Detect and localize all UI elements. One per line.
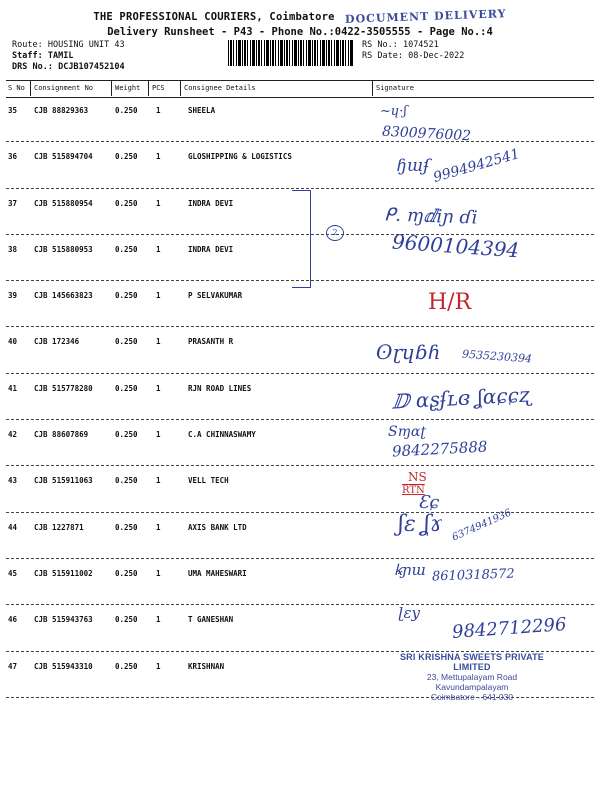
cell-pcs: 1 [156,106,161,115]
cell-sno: 41 [8,383,18,393]
handwritten-phone: 8610318572 [431,566,515,585]
cell-pcs: 1 [156,661,161,671]
cell-consignment: CJB 515894704 [34,152,93,162]
cell-weight: 0.250 [115,661,138,671]
handwritten-phone: 9994942541 [431,146,522,186]
company-title: THE PROFESSIONAL COURIERS, Coimbatore [93,11,335,23]
runsheet-title [0,7,600,26]
cell-weight: 0.250 [115,568,138,578]
cell-consignment: CJB 515778280 [34,383,93,393]
signature-initials: ~ɥ·ʃ [380,104,407,119]
drs-line [12,62,125,72]
handwritten-phone: 9842712296 [451,614,568,643]
cell-weight: 0.250 [115,244,138,254]
signature-scribble: ꝃɲɯ [394,561,426,579]
cell-pcs: 1 [156,152,161,162]
signature-scribble: Sɱɑʈ [388,424,426,440]
cell-sno: 44 [8,522,18,532]
cell-consignment: CJB 515880953 [34,244,93,254]
rs-no-value: 1074521 [402,40,439,50]
cell-consignment: CJB 515943763 [34,615,93,625]
drs-value: DCJB107452104 [58,62,125,72]
handwritten-phone: 9535230394 [461,347,533,366]
cell-pcs: 1 [156,383,161,393]
col-consignee: Consignee Details [184,84,256,92]
handwritten-phone: 6374941936 [450,507,514,544]
staff-label: Staff: [12,51,43,61]
cell-pcs: 1 [156,244,161,254]
company-stamp [382,652,562,702]
cell-consignee: GLOSHIPPING & LOGISTICS [188,152,292,162]
rs-no-label: RS No.: [362,40,398,50]
cell-sno: 38 [8,244,18,254]
cell-sno: 40 [8,337,18,347]
cell-consignee: T GANESHAN [188,615,234,625]
cell-weight: 0.250 [115,383,138,393]
document-delivery-stamp: DOCUMENT DELIVERY [344,7,507,26]
cell-sno: 45 [8,568,18,578]
route-value: HOUSING UNIT 43 [47,40,125,50]
cell-pcs: 1 [156,291,161,301]
table-row [6,281,594,327]
cell-weight: 0.250 [115,337,138,347]
cell-weight: 0.250 [115,106,138,115]
cell-consignee: INDRA DEVI [188,198,234,208]
signature-scribble: ɭɛy [398,604,420,622]
table-row [6,96,594,142]
cell-consignee: UMA MAHESWARI [188,568,247,578]
cell-consignment: CJB 172346 [34,337,80,347]
rs-date-label: RS Date: [362,51,403,61]
signature-scribble: ʃɛ ʆɤ [398,512,443,537]
cell-pcs: 1 [156,198,161,208]
cell-sno: 36 [8,152,18,162]
barcode [228,40,354,66]
cell-consignee: KRISHNAN [188,661,225,671]
cell-sno: 47 [8,661,18,671]
cell-weight: 0.250 [115,291,138,301]
cell-consignee: P SELVAKUMAR [188,291,243,301]
cell-pcs: 1 [156,337,161,347]
rs-no-line [362,40,439,50]
cell-consignment: CJB 145663823 [34,291,93,301]
staff-value: TAMIL [47,51,74,61]
cell-sno: 39 [8,291,18,301]
signature-scribble: ʘɽɥɓɦ [376,340,441,364]
col-pcs: PCS [152,84,165,92]
handwritten-note: H/R [428,290,472,315]
cell-consignment: CJB 1227871 [34,522,84,532]
signature-scribble: ᑭ. ɱⅆiɲ ɗi [383,204,478,229]
cell-sno: 35 [8,106,18,115]
cell-consignee: C.A CHINNASWAMY [188,430,256,440]
cell-weight: 0.250 [115,476,138,486]
handwritten-phone: 9842275888 [391,437,488,461]
cell-consignment: CJB 515880954 [34,198,93,208]
staff-line [12,51,73,61]
stamp-address-line: 23, Mettupalayam Road [426,672,518,682]
cell-weight: 0.250 [115,430,138,440]
handwritten-note: NS [408,470,427,484]
cell-consignee: VELL TECH [188,476,229,486]
signature-scribble: Ɛɕ [418,492,440,513]
col-divider [372,80,373,96]
rs-date-value: 08-Dec-2022 [408,51,465,61]
cell-sno: 42 [8,430,18,440]
col-divider [148,80,149,96]
cell-consignment: CJB 88829363 [34,106,89,115]
handwritten-phone: 9600104394 [391,229,520,263]
cell-weight: 0.250 [115,198,138,208]
cell-pcs: 1 [156,615,161,625]
col-divider [30,80,31,96]
cell-consignment: CJB 515911002 [34,568,93,578]
stamp-address-line: Coimbatore - 641 030 [430,692,514,702]
cell-consignee: RJN ROAD LINES [188,383,252,393]
cell-pcs: 1 [156,476,161,486]
cell-weight: 0.250 [115,615,138,625]
bracket-mark [292,190,311,288]
cell-consignee: AXIS BANK LTD [188,522,247,532]
col-weight: Weight [115,84,141,92]
col-sno: S No [8,84,25,92]
col-signature: Signature [376,84,414,92]
handwritten-phone: 8300976002 [381,123,472,145]
cell-weight: 0.250 [115,522,138,532]
cell-consignee: INDRA DEVI [188,244,234,254]
table-row [6,466,594,512]
drs-label: DRS No.: [12,62,53,72]
stamp-company-name: SRI KRISHNA SWEETS PRIVATE LIMITED [399,652,545,672]
route-label: Route: [12,40,43,50]
cell-weight: 0.250 [115,152,138,162]
cell-consignment: CJB 88607869 [34,430,89,440]
rs-date-line [362,51,464,61]
runsheet-subtitle: Delivery Runsheet - P43 - Phone No.:0422-3505555 - Page No.:4 [107,26,493,38]
route-line [12,40,125,50]
cell-sno: 46 [8,615,18,625]
cell-consignee: SHEELA [188,106,216,115]
signature-scribble: ⅅ ɑʂʄʟɞ ʆɑɕɕʐ [391,382,532,414]
handwritten-note: RTN [402,485,425,496]
circled-count: 2 [326,225,344,241]
col-divider [180,80,181,96]
cell-consignment: CJB 515943310 [34,661,93,671]
col-divider [111,80,112,96]
stamp-address-line: Kavundampalayam [435,682,509,692]
cell-consignee: PRASANTH R [188,337,234,347]
table-row [6,420,594,466]
cell-pcs: 1 [156,430,161,440]
cell-consignment: CJB 515911063 [34,476,93,486]
cell-sno: 37 [8,198,18,208]
cell-sno: 43 [8,476,18,486]
col-consignment: Consignment No [34,84,94,92]
cell-pcs: 1 [156,522,161,532]
signature-scribble: ɧɯʄ [396,156,430,176]
cell-pcs: 1 [156,568,161,578]
